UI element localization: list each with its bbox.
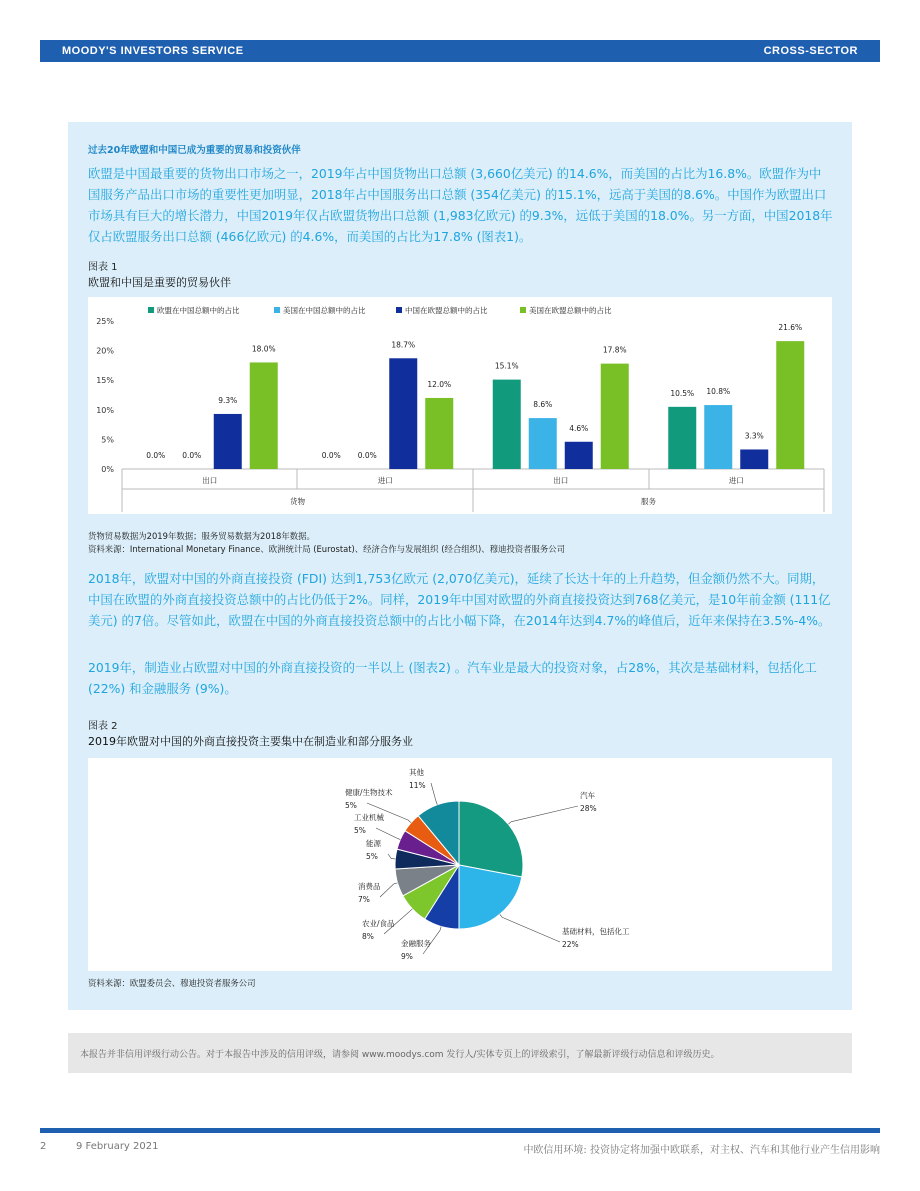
pie-slice-value: 11% <box>409 781 426 790</box>
pie-slice-label: 健康/生物技术 <box>345 788 393 797</box>
bar-value-label: 8.6% <box>533 400 553 410</box>
bar-value-label: 9.3% <box>218 395 238 405</box>
figure2-source: 资料来源：欧盟委员会、穆迪投资者服务公司 <box>88 978 256 988</box>
pie-slice-label: 其他 <box>409 768 424 777</box>
bar <box>740 449 768 469</box>
leader-line <box>380 884 394 897</box>
pie-slice-label: 工业机械 <box>354 813 384 822</box>
leader-line <box>440 926 441 930</box>
bar <box>601 364 629 469</box>
leader-line <box>511 806 578 822</box>
bar <box>493 380 521 469</box>
y-tick-label: 0% <box>101 465 114 474</box>
pie-chart-container <box>88 758 832 971</box>
bar-value-label: 18.0% <box>251 344 276 354</box>
paragraph-trade: 欧盟是中国最重要的货物出口市场之一，2019年占中国货物出口总额 (3,660亿美元) 的14.6%，而美国的占比为16.8%。欧盟作为中国服务产品出口市场的重要性更加明显，2018年占中国服务出口总额 (354亿美元) 的15.1%，远高于美国的8.6%。中国作为欧盟出口市场具有巨大的增长潜力，中国2019年仅占欧盟货物出口总额 (1,983亿欧元) 的9.3%，远低于美国的18.0%。另一方面，中国2018年仅占欧盟服务出口总额 (466亿欧元) 的4.6%，而美国的占比为17.8% (图表1)。 <box>88 166 833 244</box>
bar-value-label: 4.6% <box>569 423 589 433</box>
leader-line <box>431 783 436 801</box>
leader-line <box>409 909 412 912</box>
footer-rule <box>40 1128 880 1133</box>
legend-swatch <box>396 307 402 313</box>
legend-label: 中国在欧盟总额中的占比 <box>405 306 488 315</box>
pie-slice-value: 5% <box>366 852 378 861</box>
legend-label: 美国在中国总额中的占比 <box>283 306 366 315</box>
paragraph-fdi: 2018年，欧盟对中国的外商直接投资 (FDI) 达到1,753亿欧元 (2,070亿美元)，延续了长达十年的上升趋势，但金额仍然不大。同期，中国在欧盟的外商直接投资总额中的占比仍低于2%。同样，2019年中国对欧盟的外商直接投资达到768亿美元，是10年前金额 (111亿美元) 的7倍。尽管如此，欧盟在中国的外商直接投资总额中的占比小幅下降，在2014年达到4.7%的峰值后，近年来保持在3.5%-4%。 <box>88 571 831 628</box>
bar <box>565 442 593 469</box>
pie-slice-value: 28% <box>580 804 597 813</box>
pie-slice-label: 消费品 <box>358 882 381 891</box>
bar <box>704 405 732 469</box>
bar-value-label: 10.5% <box>670 388 695 398</box>
page-number: 2 <box>40 1141 47 1152</box>
leader-line <box>388 854 391 859</box>
pie-slice-label: 能源 <box>366 839 381 848</box>
pie-slice-value: 22% <box>562 940 579 949</box>
leader-line <box>397 838 401 840</box>
leader-line <box>376 828 397 838</box>
x-group-label: 货物 <box>290 497 305 506</box>
pie-slice-label: 汽车 <box>580 791 595 800</box>
legend-swatch <box>520 307 526 313</box>
y-tick-label: 10% <box>96 405 114 415</box>
leader-line <box>500 914 503 917</box>
bar <box>214 414 242 469</box>
bar-value-label: 17.8% <box>602 345 627 355</box>
legend-label: 欧盟在中国总额中的占比 <box>157 306 240 315</box>
bar-value-label: 0.0% <box>357 451 377 460</box>
bar-value-label: 0.0% <box>182 451 202 460</box>
pie-slice-value: 5% <box>345 801 357 810</box>
figure1-source: 资料来源：International Monetary Finance、欧洲统计局 (Eurostat)、经济合作与发展组织 (经合组织)、穆迪投资者服务公司 <box>88 544 566 554</box>
pie-slice <box>459 801 523 877</box>
bar <box>425 398 453 469</box>
pie-slice-value: 7% <box>358 895 370 904</box>
bar <box>668 407 696 469</box>
bar-value-label: 18.7% <box>391 340 416 350</box>
publisher-name: MOODY'S INVESTORS SERVICE <box>62 45 244 57</box>
bar-value-label: 3.3% <box>744 431 764 441</box>
x-category-label: 进口 <box>377 476 393 485</box>
leader-line <box>436 801 437 805</box>
bar-value-label: 21.6% <box>778 323 803 333</box>
figure1-title: 欧盟和中国是重要的贸易伙伴 <box>88 276 231 289</box>
pie-chart <box>88 758 832 971</box>
pie-slice-label: 基础材料，包括化工 <box>562 927 630 936</box>
bar-value-label: 12.0% <box>427 379 452 389</box>
leader-line <box>408 820 411 823</box>
legend-label: 美国在欧盟总额中的占比 <box>529 306 612 315</box>
disclaimer-text: 本报告并非信用评级行动公告。对于本报告中涉及的信用评级，请参阅 www.moodys.com 发行人/实体专页上的评级索引，了解最新评级行动信息和评级历史。 <box>80 1050 720 1060</box>
x-group-label: 服务 <box>641 497 656 506</box>
bar-value-label: 15.1% <box>494 361 519 371</box>
y-tick-label: 20% <box>96 346 114 356</box>
leader-line <box>508 822 511 825</box>
legend-swatch <box>274 307 280 313</box>
bar-chart <box>88 297 832 514</box>
document-title: 中欧信用环境: 投资协定将加强中欧联系，对主权、汽车和其他行业产生信用影响 <box>523 1145 880 1156</box>
pie-slice-label: 农业/食品 <box>362 919 395 928</box>
x-category-label: 出口 <box>553 476 569 485</box>
legend-swatch <box>148 307 154 313</box>
bar-value-label: 0.0% <box>146 451 166 460</box>
pie-slice-value: 8% <box>362 932 374 941</box>
pie-slice-label: 金融服务 <box>401 939 431 948</box>
bar <box>529 418 557 469</box>
paragraph-manufacturing: 2019年，制造业占欧盟对中国的外商直接投资的一半以上 (图表2) 。汽车业是最大的投资对象，占28%，其次是基础材料，包括化工 (22%) 和金融服务 (9%)。 <box>88 660 817 696</box>
disclaimer-box <box>68 1033 852 1073</box>
y-tick-label: 15% <box>96 376 114 386</box>
figure2-title: 2019年欧盟对中国的外商直接投资主要集中在制造业和部分服务业 <box>88 735 413 748</box>
leader-line <box>394 883 398 884</box>
bar-chart-container <box>88 297 832 514</box>
publication-date: 9 February 2021 <box>76 1141 159 1152</box>
leader-line <box>502 917 560 942</box>
section-kicker: 过去20年欧盟和中国已成为重要的贸易和投资伙伴 <box>88 145 301 156</box>
figure1-note: 货物贸易数据为2019年数据；服务贸易数据为2018年数据。 <box>88 531 315 541</box>
report-category: CROSS-SECTOR <box>763 45 858 57</box>
bar-value-label: 10.8% <box>706 387 731 397</box>
bar <box>250 362 278 469</box>
bar-value-label: 0.0% <box>321 451 341 460</box>
content-panel <box>68 122 852 1010</box>
bar <box>389 358 417 469</box>
bar <box>776 341 804 469</box>
figure1-label: 图表 1 <box>88 262 118 273</box>
header-bar <box>40 40 880 62</box>
x-category-label: 出口 <box>202 476 218 485</box>
pie-slice-value: 9% <box>401 952 413 961</box>
y-tick-label: 5% <box>101 435 114 445</box>
x-category-label: 进口 <box>728 476 744 485</box>
pie-slice-value: 5% <box>354 826 366 835</box>
y-tick-label: 25% <box>96 317 114 326</box>
figure2-label: 图表 2 <box>88 721 118 732</box>
